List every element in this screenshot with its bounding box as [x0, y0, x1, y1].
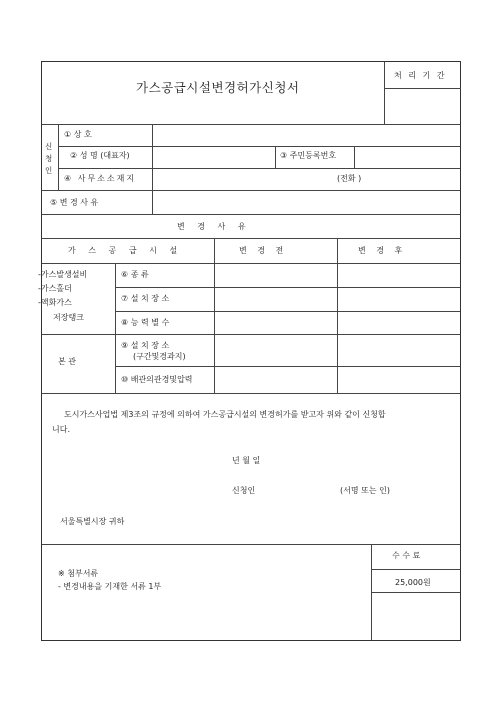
divider [115, 311, 460, 312]
row-type-label: ⑥ 종 류 [121, 270, 149, 279]
divider [42, 238, 460, 239]
declaration-line-1: 도시가스사업법 제3조의 규정에 의하여 가스공급시설의 변경허가를 받고자 위와 같이 신청합 [64, 410, 386, 419]
declaration-line-2: 니다. [52, 425, 70, 434]
office-address-field[interactable] [153, 169, 459, 189]
row-pipe-route-label: (구간및경과지) [133, 352, 186, 361]
divider [115, 366, 460, 367]
facility-item: 저장탱크 [53, 313, 84, 322]
before-header: 변 경 전 [239, 246, 288, 255]
date-line: 년 월 일 [232, 456, 261, 465]
divider [42, 263, 460, 264]
business-name-label: ① 상 호 [64, 130, 92, 139]
row-capacity-label: ⑧ 능 력 별 수 [121, 318, 170, 327]
after-header: 변 경 후 [358, 246, 407, 255]
facility-item: -가스홀더 [38, 284, 72, 293]
applicant-label [45, 141, 57, 177]
divider [214, 238, 215, 393]
main-pipe-label: 본 관 [58, 357, 76, 366]
attachments-item: - 변경내용을 기재한 서류 1부 [58, 582, 162, 591]
divider [115, 263, 116, 393]
divider [371, 569, 460, 570]
attachments-title: ※ 첨부서류 [58, 569, 99, 578]
resident-number-field[interactable] [355, 147, 459, 167]
change-reason-label: ⑤ 변 경 사 유 [50, 198, 99, 207]
office-address-label: ④ 사무소소재지 [64, 174, 137, 183]
resident-number-label: ③ 주민등록번호 [280, 151, 337, 160]
divider [58, 124, 59, 190]
phone-label: (전화 ) [337, 174, 362, 183]
facility-item: -가스발생설비 [38, 270, 88, 279]
divider [42, 214, 460, 215]
row-pipe-location-label: ⑨ 설 치 장 소 [121, 341, 170, 350]
representative-field[interactable] [153, 147, 274, 167]
recipient-line: 서울특별시장 귀하 [60, 517, 125, 526]
facility-item: -액화가스 [38, 298, 72, 307]
divider [42, 334, 460, 335]
fee-label: 수 수 료 [392, 551, 421, 560]
form-title: 가스공급시설변경허가신청서 [136, 80, 300, 95]
divider [275, 146, 276, 168]
fee-amount: 25,000원 [395, 578, 431, 587]
divider [42, 544, 460, 545]
signature-label: (서명 또는 인) [340, 486, 390, 495]
facility-header: 가 스 공 급 시 설 [68, 246, 183, 255]
divider [337, 238, 338, 393]
change-reason-field[interactable] [153, 191, 459, 213]
business-name-field[interactable] [153, 125, 459, 145]
change-section-header: 변 경 사 유 [177, 222, 251, 231]
divider [42, 393, 460, 394]
processing-period-label: 처 리 기 간 [394, 71, 447, 80]
row-pipe-diameter-label: ⑩ 배관의관경및압력 [121, 375, 193, 384]
representative-label: ② 성 명 (대표자) [70, 151, 130, 160]
divider [115, 287, 460, 288]
application-form [38, 61, 461, 641]
applicant-text: 신청인 [45, 142, 53, 175]
divider [384, 62, 385, 124]
row-location-label: ⑦ 설 치 장 소 [121, 294, 170, 303]
divider [371, 592, 460, 593]
divider [384, 88, 461, 89]
applicant-sign-label: 신청인 [232, 486, 256, 495]
